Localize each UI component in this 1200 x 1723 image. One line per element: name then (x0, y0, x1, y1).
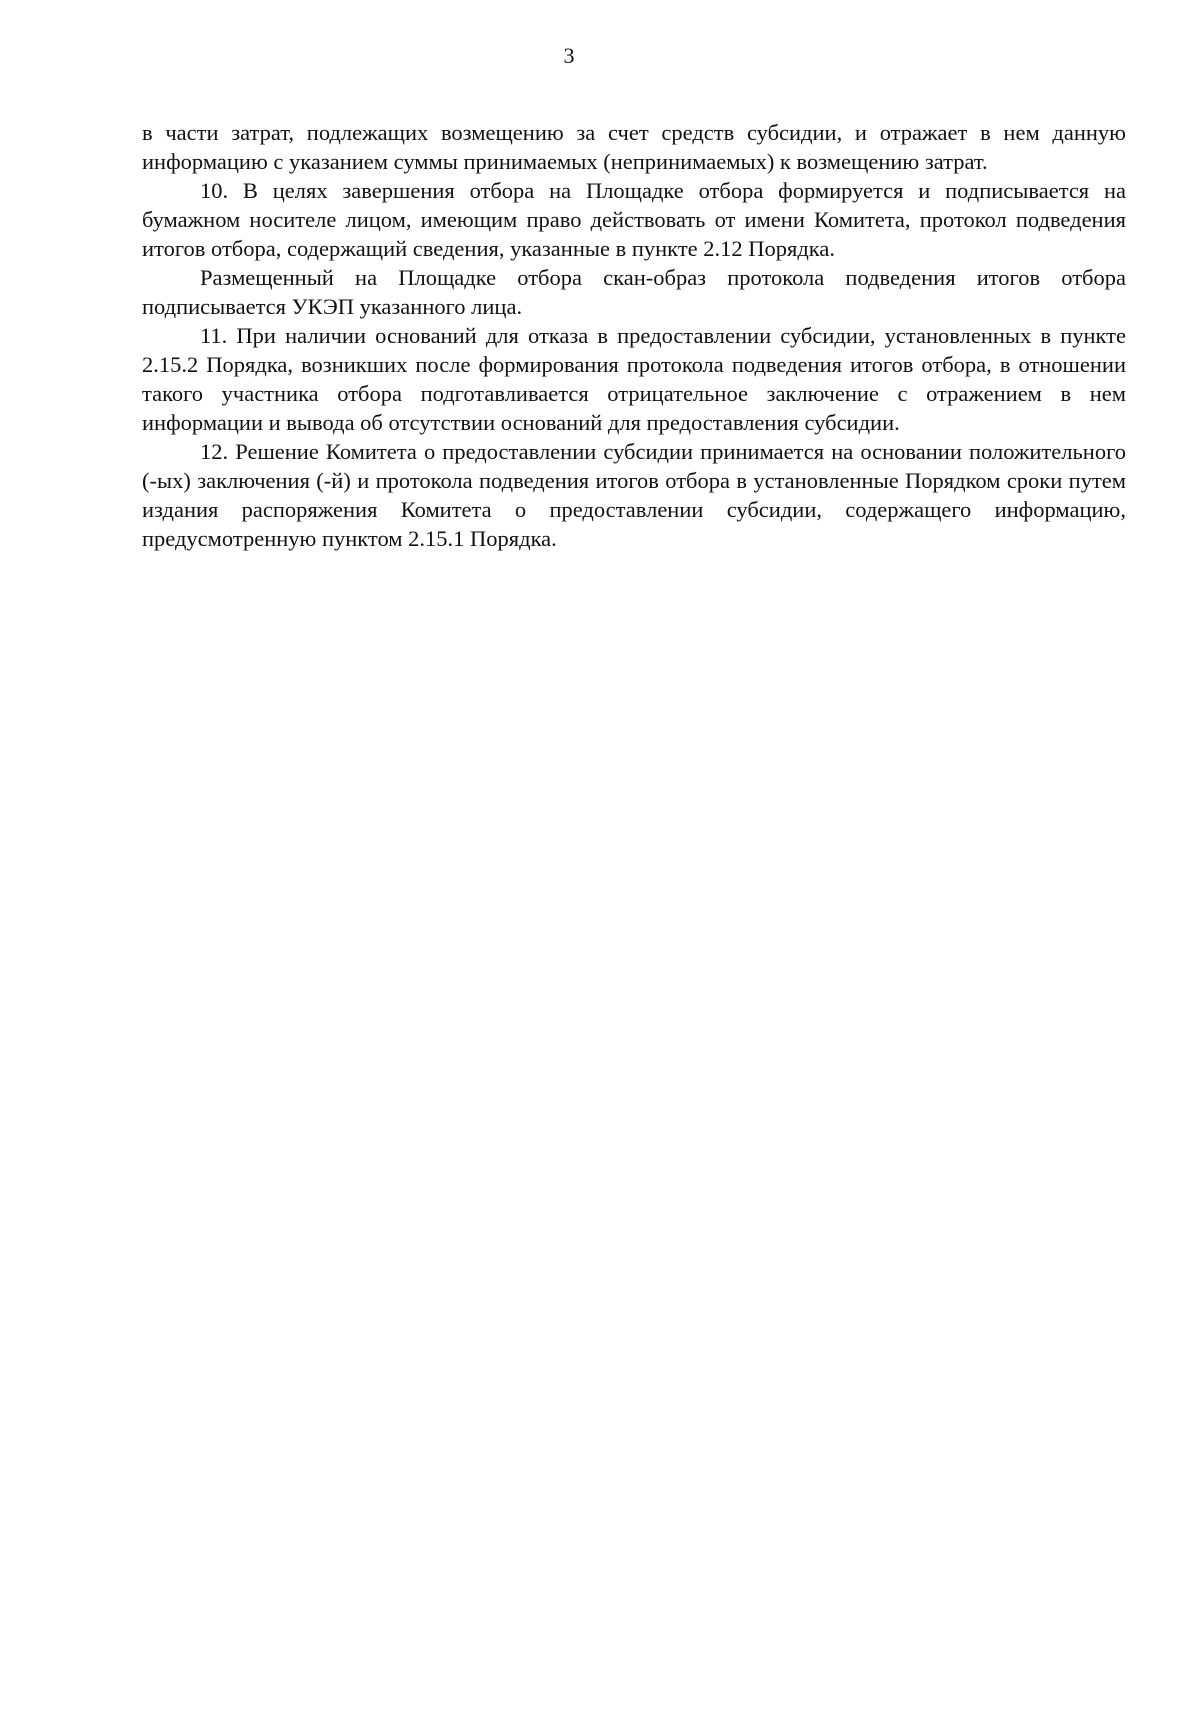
paragraph-12: 12. Решение Комитета о предоставлении субсидии принимается на основании положительного (-ых) заключения (-й) и протокола подведения итогов отбора в установленные Порядком сроки путем издания распоряжения Комитета о предоставлении субсидии, содержащего информацию, предусмотренную пунктом 2.15.1 Порядка. (142, 439, 1126, 551)
paragraph-10: 10. В целях завершения отбора на Площадке отбора формируется и подписывается на бумажном носителе лицом, имеющим право действовать от имени Комитета, протокол подведения итогов отбора, содержащий сведения, указанные в пункте 2.12 Порядка. (142, 178, 1126, 261)
document-body (142, 118, 1126, 553)
paragraph-10-scan: Размещенный на Площадке отбора скан-образ протокола подведения итогов отбора подписывается УКЭП указанного лица. (142, 265, 1126, 319)
page-number: 3 (563, 43, 575, 68)
paragraph-11: 11. При наличии оснований для отказа в предоставлении субсидии, установленных в пункте 2.15.2 Порядка, возникших после формирования протокола подведения итогов отбора, в отношении такого участника отбора подготавливается отрицательное заключение с отражением в нем информации и вывода об отсутствии оснований для предоставления субсидии. (142, 323, 1126, 435)
paragraph-continuation: в части затрат, подлежащих возмещению за счет средств субсидии, и отражает в нем данную информацию с указанием суммы принимаемых (непринимаемых) к возмещению затрат. (142, 120, 1126, 174)
